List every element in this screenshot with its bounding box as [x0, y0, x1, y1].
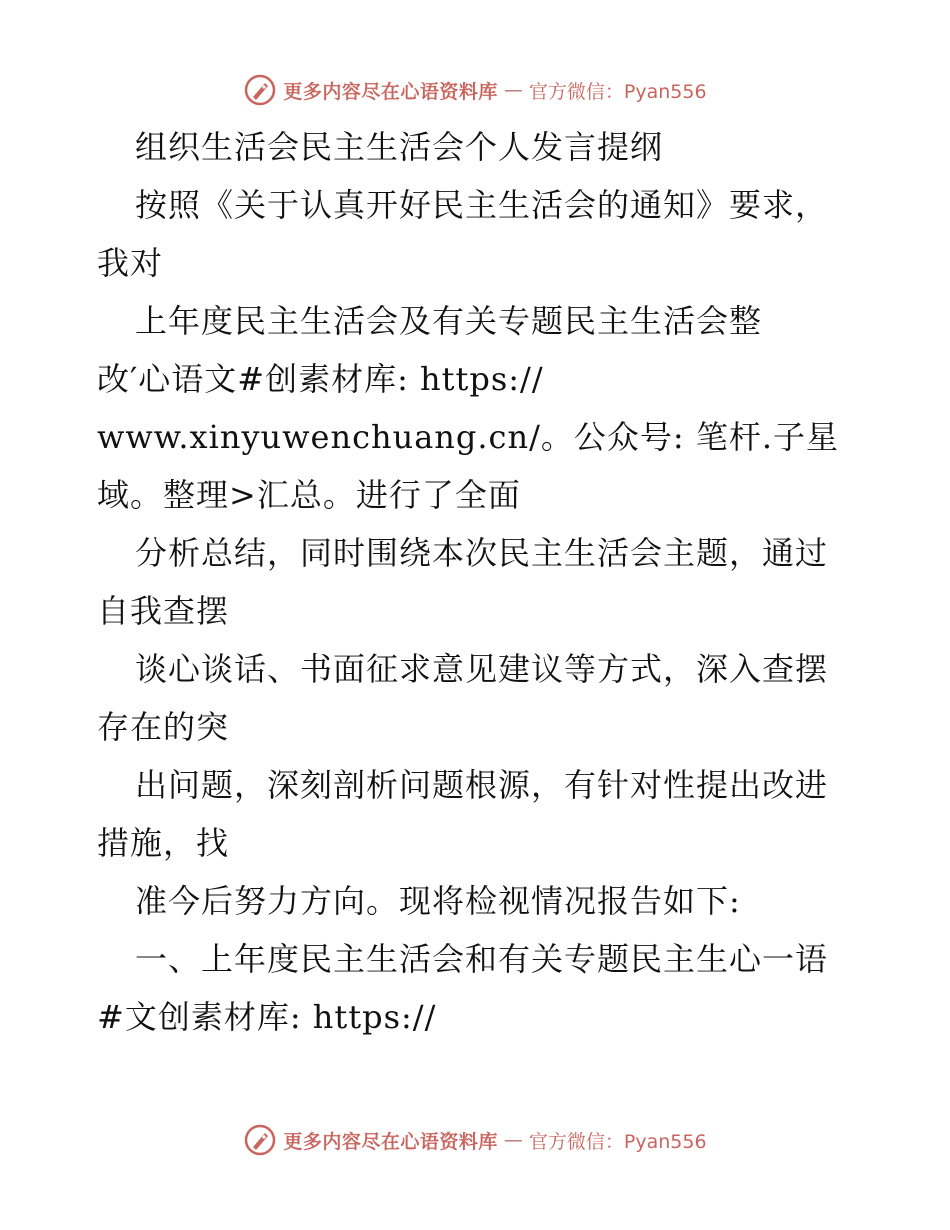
doc-line: 准今后努力方向。现将检视情况报告如下: — [135, 882, 741, 920]
doc-line: 域。整理>汇总。进行了全面 — [97, 476, 521, 514]
doc-line: 存在的突 — [97, 708, 230, 746]
banner-separator: — — [503, 79, 523, 101]
doc-line: 分析总结，同时围绕本次民主生活会主题，通过 — [135, 534, 829, 572]
doc-line: 上年度民主生活会及有关专题民主生活会整 — [135, 302, 763, 340]
doc-line: 谈心谈话、书面征求意见建议等方式，深入查摆 — [135, 650, 829, 688]
header-banner — [0, 70, 950, 110]
doc-line: 按照《关于认真开好民主生活会的通知》要求， — [135, 186, 829, 224]
footer-main-text: 更多内容尽在心语资料库 — [283, 1130, 498, 1153]
doc-line: 出问题，深刻剖析问题根源，有针对性提出改进 — [135, 766, 829, 804]
doc-line: www.xinyuwenchuang.cn/。公众号: 笔杆.子星 — [97, 418, 839, 456]
footer-banner — [0, 1120, 950, 1160]
banner-wechat-text: 官方微信：Pyan556 — [528, 80, 707, 103]
document-body — [97, 118, 857, 1046]
footer-wechat-text: 官方微信：Pyan556 — [528, 1130, 707, 1153]
footer-separator: — — [503, 1129, 523, 1151]
doc-line: 措施，找 — [97, 824, 230, 862]
banner-main-text: 更多内容尽在心语资料库 — [283, 80, 498, 103]
doc-line: 我对 — [97, 244, 164, 282]
doc-line: 一、上年度民主生活会和有关专题民主生心一语 — [135, 940, 829, 978]
doc-line: 改′心语文#创素材库: https:// — [97, 360, 544, 398]
doc-line: 自我查摆 — [97, 592, 230, 630]
pen-nib-circle-icon — [243, 73, 277, 107]
doc-line: 组织生活会民主生活会个人发言提纲 — [135, 128, 664, 166]
doc-line: #文创素材库: https:// — [97, 998, 437, 1036]
pen-nib-circle-icon — [243, 1123, 277, 1157]
